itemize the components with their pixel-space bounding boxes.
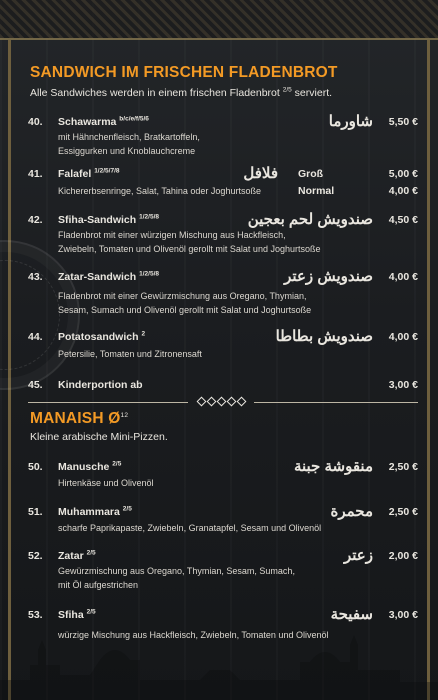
- item-price: 4,50 €: [388, 214, 418, 226]
- item-description: [58, 564, 388, 592]
- item-allergens: 2/5: [122, 505, 132, 513]
- item-price: 3,00 €: [388, 379, 418, 391]
- item-name-text: Falafel: [58, 168, 92, 180]
- desc-line: mit Öl aufgestrichen: [58, 580, 139, 590]
- item-arabic-name: منقوشة جبنة: [293, 458, 373, 475]
- desc-line: Sesam, Sumach und Olivenöl gerollt mit Salat und Joghurtsoße: [58, 305, 312, 315]
- size-normal-label: Normal: [298, 185, 335, 197]
- item-description: [58, 289, 388, 317]
- desc-line: würzige Mischung aus Hackfleisch, Zwiebeln, Tomaten und Olivenöl: [58, 630, 329, 640]
- desc-line: Gewürzmischung aus Oregano, Thymian, Sesam, Sumach,: [58, 566, 295, 576]
- section-title-manaish: [30, 410, 128, 428]
- item-number: 40.: [28, 116, 43, 128]
- item-number: 50.: [28, 461, 43, 473]
- item-number: 44.: [28, 331, 43, 343]
- item-name-text: Sfiha: [58, 609, 84, 621]
- item-number: 53.: [28, 609, 43, 621]
- item-allergens: 2/5: [86, 608, 96, 616]
- city-skyline-silhouette: [0, 610, 438, 700]
- section-title-allergen: 12: [120, 411, 129, 419]
- item-allergens: 2: [141, 330, 146, 338]
- item-description: [58, 521, 388, 535]
- item-price-large: 5,00 €: [388, 168, 418, 180]
- item-number: 45.: [28, 379, 43, 391]
- item-arabic-name: صندويش لحم بعجين: [247, 211, 373, 228]
- item-price-normal: 4,00 €: [388, 185, 418, 197]
- desc-line: mit Hähnchenfleisch, Bratkartoffeln,: [58, 132, 200, 142]
- item-name: [58, 116, 149, 128]
- item-number: 42.: [28, 214, 43, 226]
- section-title-sandwich: SANDWICH IM FRISCHEN FLADENBROT: [30, 64, 338, 81]
- item-price: 4,00 €: [388, 331, 418, 343]
- size-large-label: Groß: [298, 168, 324, 180]
- item-number: 51.: [28, 506, 43, 518]
- item-name: [58, 331, 145, 343]
- item-name-text: Muhammara: [58, 506, 120, 518]
- desc-line: Kichererbsenringe, Salat, Tahina oder Joghurtsoße: [58, 186, 261, 196]
- item-name: [58, 609, 96, 621]
- item-description: [58, 130, 388, 158]
- item-name-text: Sfiha-Sandwich: [58, 214, 137, 226]
- item-name-text: Zatar: [58, 550, 84, 562]
- item-name: [58, 214, 159, 226]
- item-allergens: 2/5: [86, 549, 96, 557]
- item-allergens: 1/2/5/8: [139, 270, 159, 278]
- ornamental-divider: [28, 396, 418, 408]
- item-price: 4,00 €: [388, 271, 418, 283]
- section-subtitle-manaish: Kleine arabische Mini-Pizzen.: [30, 431, 168, 443]
- section-subtitle-sandwich: [30, 87, 332, 99]
- item-name: [58, 271, 159, 283]
- item-number: 43.: [28, 271, 43, 283]
- item-number: 41.: [28, 168, 43, 180]
- item-arabic-name: سفيحة: [330, 606, 373, 623]
- desc-line: Hirtenkäse und Olivenöl: [58, 478, 154, 488]
- desc-line: Petersilie, Tomaten und Zitronensaft: [58, 349, 202, 359]
- item-name: Kinderportion ab: [58, 379, 143, 391]
- item-price: 2,50 €: [388, 461, 418, 473]
- item-arabic-name: شاورما: [328, 113, 373, 130]
- item-arabic-name: صندويش بطاطا: [275, 328, 373, 345]
- item-price: 5,50 €: [388, 116, 418, 128]
- item-arabic-name: محمرة: [330, 503, 373, 520]
- item-name-text: Schawarma: [58, 116, 117, 128]
- item-allergens: 2/5: [112, 460, 122, 468]
- desc-line: Fladenbrot mit einer würzigen Mischung aus Hackfleisch,: [58, 230, 286, 240]
- item-price: 2,50 €: [388, 506, 418, 518]
- item-arabic-name: صندويش زعتر: [284, 268, 373, 285]
- item-number: 52.: [28, 550, 43, 562]
- item-description: [58, 184, 388, 198]
- item-name: [58, 168, 120, 180]
- item-name: [58, 461, 121, 473]
- item-allergens: b/c/e/f/5/6: [119, 115, 149, 123]
- subtitle-end: serviert.: [291, 87, 333, 99]
- item-description: [58, 628, 388, 642]
- item-name-text: Potatosandwich: [58, 331, 139, 343]
- item-price: 3,00 €: [388, 609, 418, 621]
- item-name-text: Zatar-Sandwich: [58, 271, 137, 283]
- desc-line: scharfe Paprikapaste, Zwiebeln, Granatapfel, Sesam und Olivenöl: [58, 523, 322, 533]
- item-name: [58, 506, 132, 518]
- subtitle-text: Alle Sandwiches werden in einem frischen Fladenbrot: [30, 87, 283, 99]
- desc-line: Zwiebeln, Tomaten und Olivenöl gerollt mit Salat und Joghurtsoße: [58, 244, 321, 254]
- ornamental-top-border: [0, 0, 438, 40]
- item-allergens: 1/2/5/7/8: [94, 167, 120, 175]
- subtitle-allergen: 2/5: [282, 86, 292, 94]
- item-name-text: Manusche: [58, 461, 110, 473]
- item-name: [58, 550, 96, 562]
- desc-line: Essiggurken und Knoblauchcreme: [58, 146, 196, 156]
- item-arabic-name: زعتر: [344, 547, 373, 564]
- item-price: 2,00 €: [388, 550, 418, 562]
- item-allergens: 1/2/5/8: [139, 213, 159, 221]
- item-arabic-name: فلافل: [243, 165, 278, 182]
- item-description: [58, 347, 388, 361]
- frame-right-line: [427, 40, 430, 700]
- item-description: [58, 228, 388, 256]
- item-description: [58, 476, 388, 490]
- desc-line: Fladenbrot mit einer Gewürzmischung aus Oregano, Thymian,: [58, 291, 307, 301]
- section-title-text: MANAISH Ø: [30, 410, 121, 427]
